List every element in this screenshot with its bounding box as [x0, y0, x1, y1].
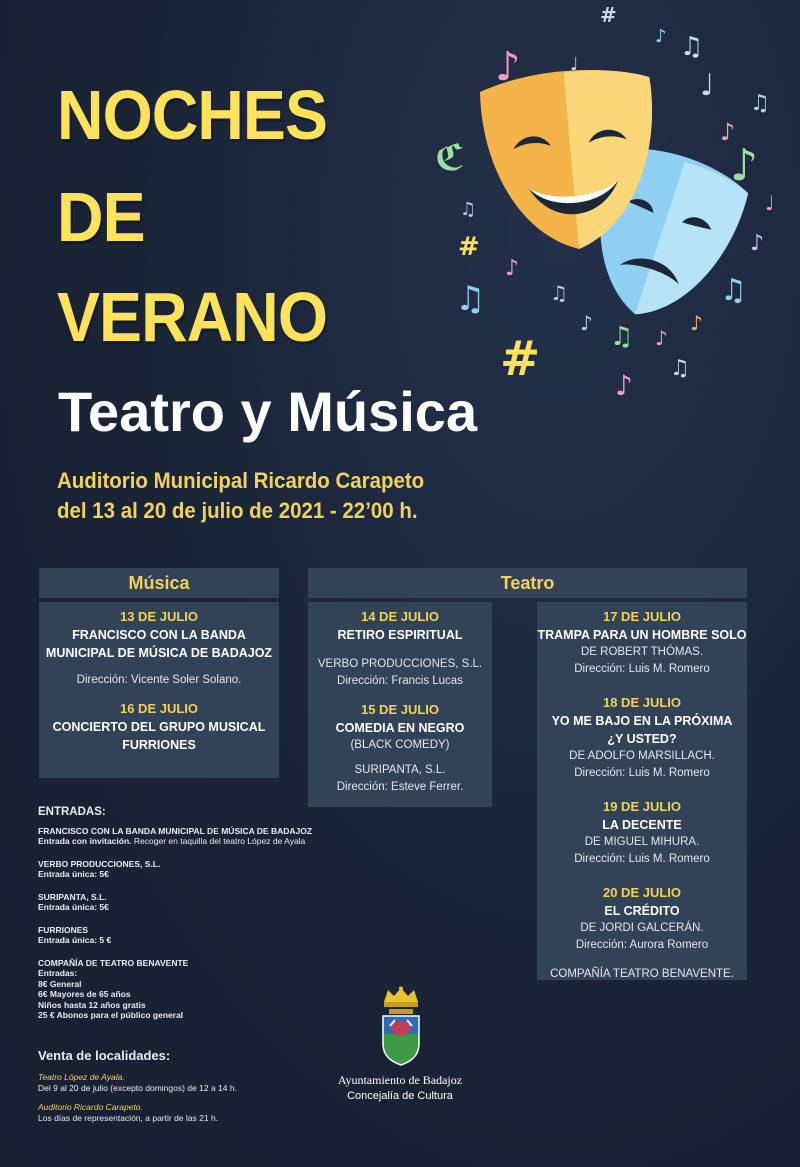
event-director: Dirección: Luis M. Romero: [574, 853, 710, 865]
ticket-price: 25 € Abonos para el público general: [38, 1010, 184, 1020]
svg-text:♪: ♪: [690, 311, 703, 335]
event-subtitle: (BLACK COMEDY): [350, 739, 450, 751]
ticket-title: FRANCISCO CON LA BANDA MUNICIPAL DE MÚSICA DE BADAJOZ: [38, 825, 313, 836]
svg-text:♩: ♩: [570, 54, 579, 75]
event-date: 20 DE JULIO: [602, 885, 682, 900]
event-name: MUNICIPAL DE MÚSICA DE BADAJOZ: [45, 646, 273, 660]
event-author: DE ADOLFO MARSILLACH.: [569, 750, 715, 762]
svg-text:♪: ♪: [655, 26, 667, 47]
ticket-group: [38, 892, 338, 913]
header-musica: Música: [39, 568, 279, 598]
ticket-group: [38, 958, 338, 1021]
event-company: SURIPANTA, S.L.: [354, 764, 446, 776]
sales-point: [38, 1102, 338, 1124]
department-name: Concejalía de Cultura: [347, 1090, 453, 1102]
svg-text:♪: ♪: [720, 118, 736, 146]
svg-text:♪: ♪: [615, 369, 633, 400]
sales-place: Auditorio Ricardo Carapeto.: [38, 1102, 143, 1112]
music-event-1: [39, 602, 279, 689]
event-director: Dirección: Francis Lucas: [337, 675, 463, 687]
svg-text:#: #: [458, 232, 480, 262]
ticket-price: 6€ Mayores de 65 años: [38, 989, 131, 999]
ticket-group: [38, 859, 338, 880]
svg-text:♫: ♫: [670, 356, 690, 381]
event-date: 18 DE JULIO: [602, 695, 682, 710]
theatre-events-box-2: [537, 602, 747, 980]
event-date: 13 DE JULIO: [119, 609, 199, 624]
event-name: RETIRO ESPIRITUAL: [337, 628, 463, 642]
subtitle: Teatro y Música: [58, 380, 478, 443]
ticket-price: Entradas:: [38, 968, 78, 978]
theatre-event-6: [537, 868, 747, 983]
theatre-events-box-1: [308, 602, 492, 807]
ticket-price: Entrada con invitación.: [38, 836, 132, 846]
svg-text:#: #: [500, 331, 541, 387]
event-name: YO ME BAJO EN LA PRÓXIMA: [551, 714, 733, 728]
music-event-2: [39, 689, 279, 754]
svg-text:♪: ♪: [505, 256, 520, 281]
svg-text:#: #: [600, 3, 617, 27]
ticket-note: Recoger en taquilla del teatro López de Ayala: [133, 836, 306, 846]
title-line-2: DE: [57, 178, 145, 256]
ticket-price: Entrada única: 5€: [38, 902, 109, 912]
event-date: 17 DE JULIO: [602, 609, 682, 624]
sales-section: [38, 1048, 338, 1132]
svg-text:♪: ♪: [655, 326, 668, 350]
header-teatro: Teatro: [308, 568, 747, 598]
event-name: FRANCISCO CON LA BANDA: [72, 628, 246, 642]
ticket-title: VERBO PRODUCCIONES, S.L.: [38, 858, 161, 869]
event-director: Dirección: Esteve Ferrer.: [336, 781, 464, 793]
event-name: FURRIONES: [122, 738, 196, 752]
svg-text:♫: ♫: [720, 273, 747, 308]
svg-text:♫: ♫: [455, 279, 486, 319]
event-author: DE JORDI GALCERÁN.: [580, 922, 704, 934]
event-company: VERBO PRODUCCIONES, S.L.: [317, 658, 483, 670]
event-date: 15 DE JULIO: [360, 702, 440, 717]
event-name: COMEDIA EN NEGRO: [335, 721, 465, 735]
svg-text:♫: ♫: [750, 91, 770, 116]
event-author: DE ROBERT THÓMAS.: [580, 646, 704, 658]
event-date: 16 DE JULIO: [119, 701, 199, 716]
event-director: Dirección: Vicente Soler Solano.: [76, 674, 242, 686]
title-line-3: VERANO: [57, 278, 328, 356]
tickets-heading: ENTRADAS:: [38, 806, 106, 818]
event-director: Dirección: Luis M. Romero: [574, 663, 710, 675]
theatre-event-3: [537, 602, 747, 678]
ticket-price: Niños hasta 12 años gratis: [38, 999, 146, 1010]
event-name: CONCIERTO DEL GRUPO MUSICAL: [52, 720, 266, 734]
theatre-masks-illustration: [420, 0, 800, 400]
sales-place: Teatro López de Ayala.: [38, 1072, 125, 1082]
sales-heading: Venta de localidades:: [38, 1048, 171, 1063]
svg-text:♫: ♫: [610, 322, 634, 352]
city-council-label: [320, 1072, 480, 1104]
title-line-1: NOCHES: [57, 76, 328, 154]
svg-text:♪: ♪: [580, 311, 593, 335]
event-director: Dirección: Aurora Romero: [575, 939, 709, 951]
sales-hours: Del 9 al 20 de julio (excepto domingos) de 12 a 14 h.: [38, 1083, 237, 1093]
svg-text:♩: ♩: [765, 191, 775, 215]
badajoz-coat-of-arms: [378, 986, 424, 1066]
music-events-box: [39, 602, 279, 778]
theatre-event-4: [537, 678, 747, 782]
ticket-title: SURIPANTA, S.L.: [38, 891, 107, 902]
event-name: EL CRÉDITO: [604, 904, 680, 918]
event-company: COMPAÑÍA TEATRO BENAVENTE.: [550, 968, 734, 980]
event-name: ¿Y USTED?: [607, 732, 677, 746]
event-date: 14 DE JULIO: [360, 609, 440, 624]
tickets-section: [38, 807, 338, 1033]
svg-text:ℭ: ℭ: [435, 138, 465, 179]
svg-text:♩: ♩: [700, 68, 715, 103]
event-director: Dirección: Luis M. Romero: [574, 767, 710, 779]
sales-point: [38, 1072, 338, 1094]
city-council-name: Ayuntamiento de Badajoz: [337, 1073, 463, 1087]
ticket-price: Entrada única: 5€: [38, 869, 109, 879]
theatre-event-2: [308, 690, 492, 796]
theatre-event-1: [308, 602, 492, 690]
svg-text:♪: ♪: [495, 44, 521, 90]
event-author: DE MIGUEL MIHURA.: [584, 836, 700, 848]
theatre-event-5: [537, 782, 747, 868]
venue-dates: del 13 al 20 de julio de 2021 - 22’00 h.: [57, 498, 418, 523]
event-name: LA DECENTE: [602, 818, 682, 832]
svg-text:♫: ♫: [460, 199, 477, 220]
svg-text:♫: ♫: [550, 281, 568, 305]
ticket-group: [38, 826, 338, 847]
sales-hours: Los días de representación, a partir de las 21 h.: [38, 1113, 219, 1123]
event-name: TRAMPA PARA UN HOMBRE SOLO: [537, 628, 747, 642]
ticket-price: Entrada única: 5 €: [38, 935, 112, 945]
svg-text:♪: ♪: [750, 231, 765, 256]
ticket-price: 8€ General: [38, 978, 82, 989]
ticket-group: [38, 925, 338, 946]
venue-name: Auditorio Municipal Ricardo Carapeto: [57, 468, 425, 493]
ticket-title: FURRIONES: [38, 924, 89, 935]
venue-info: [57, 466, 424, 526]
svg-text:♪: ♪: [730, 140, 759, 191]
ticket-title: COMPAÑÍA DE TEATRO BENAVENTE: [38, 957, 189, 968]
svg-text:♫: ♫: [680, 32, 704, 62]
event-date: 19 DE JULIO: [602, 799, 682, 814]
